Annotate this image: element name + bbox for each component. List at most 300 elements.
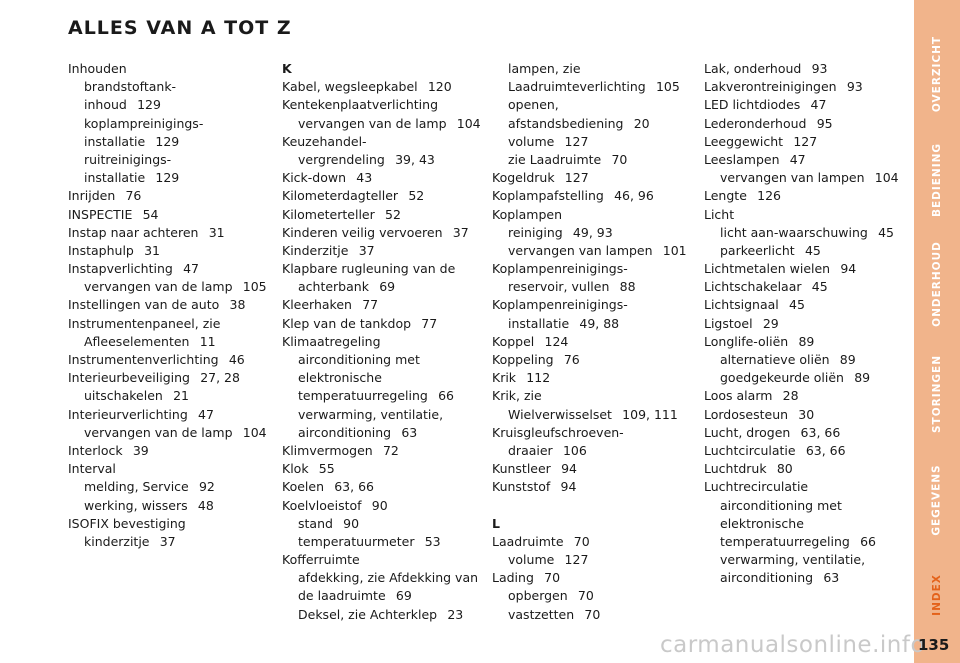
entry-page-ref[interactable]: 88 bbox=[619, 279, 636, 295]
entry-term: installatie bbox=[84, 133, 146, 149]
entry-term: Luchtrecirculatie bbox=[704, 479, 809, 495]
entry-term: Interlock bbox=[68, 442, 123, 458]
index-entry bbox=[704, 351, 899, 369]
index-entry bbox=[492, 569, 687, 587]
entry-term: temperatuurregeling bbox=[720, 533, 850, 549]
index-entry bbox=[282, 333, 481, 351]
entry-page-ref[interactable]: 46 bbox=[228, 352, 245, 367]
index-entry bbox=[704, 569, 899, 587]
entry-term: Koplampenreinigings- bbox=[492, 297, 628, 313]
entry-term: Instapverlichting bbox=[68, 261, 173, 277]
entry-term: Lucht, drogen bbox=[704, 424, 791, 440]
index-entry bbox=[492, 442, 687, 460]
entry-term: Leeslampen bbox=[704, 151, 780, 167]
index-entry bbox=[704, 169, 899, 187]
entry-term: temperatuurmeter bbox=[298, 533, 415, 549]
index-entry bbox=[282, 151, 481, 169]
entry-page-ref[interactable]: 63, 66 bbox=[800, 424, 841, 440]
index-entry bbox=[68, 187, 267, 205]
index-entry bbox=[68, 478, 267, 496]
spacer bbox=[492, 497, 687, 515]
entry-page-ref[interactable]: 49, 88 bbox=[579, 315, 620, 331]
index-entry bbox=[282, 369, 481, 387]
index-entry bbox=[492, 333, 687, 351]
index-entry bbox=[282, 587, 481, 605]
entry-term: achterbank bbox=[298, 279, 369, 295]
index-entry bbox=[492, 478, 687, 496]
entry-page-ref[interactable]: 70 bbox=[577, 588, 594, 604]
index-entry bbox=[282, 224, 481, 242]
index-entry bbox=[704, 442, 899, 460]
entry-page-ref[interactable]: 53 bbox=[424, 533, 441, 549]
tab-label: GEGEVENS bbox=[931, 464, 944, 536]
entry-term: Licht bbox=[704, 206, 735, 222]
index-entry bbox=[704, 96, 899, 114]
index-entry bbox=[68, 151, 267, 169]
index-entry bbox=[704, 497, 899, 515]
entry-page-ref[interactable]: 112 bbox=[526, 370, 551, 386]
entry-term: Koplampenreinigings- bbox=[492, 261, 628, 277]
index-entry bbox=[492, 169, 687, 187]
index-entry bbox=[492, 206, 687, 224]
index-column-3 bbox=[492, 60, 687, 624]
index-entry bbox=[282, 206, 481, 224]
entry-term: Koelen bbox=[282, 479, 324, 495]
index-entry bbox=[704, 333, 899, 351]
tab-gegevens[interactable] bbox=[914, 450, 960, 550]
entry-term: afdekking, zie Afdekking van bbox=[298, 570, 479, 586]
entry-page-ref[interactable]: 21 bbox=[173, 388, 189, 404]
index-entry bbox=[282, 424, 481, 442]
entry-term: volume bbox=[508, 552, 555, 568]
entry-term: uitschakelen bbox=[84, 388, 163, 404]
index-entry bbox=[492, 551, 687, 569]
entry-term: airconditioning met bbox=[720, 497, 842, 513]
index-entry bbox=[704, 369, 899, 387]
index-entry bbox=[68, 115, 267, 133]
entry-term: Wielverwisselset bbox=[508, 406, 612, 422]
index-entry bbox=[68, 333, 267, 351]
entry-term: Instrumentenpaneel, zie bbox=[68, 315, 221, 331]
entry-term: elektronische bbox=[298, 370, 382, 386]
page-title: ALLES VAN A TOT Z bbox=[68, 17, 292, 39]
index-entry bbox=[282, 460, 481, 478]
entry-page-ref[interactable]: 52 bbox=[385, 206, 401, 222]
entry-page-ref[interactable]: 45 bbox=[804, 242, 821, 258]
entry-page-ref[interactable]: 27, 28 bbox=[200, 370, 240, 386]
entry-page-ref[interactable]: 90 bbox=[343, 515, 360, 531]
section-sidebar bbox=[914, 0, 960, 663]
index-entry bbox=[282, 278, 481, 296]
tab-overzicht[interactable] bbox=[914, 18, 960, 130]
entry-term: Kruisgleufschroeven- bbox=[492, 424, 624, 440]
index-entry bbox=[704, 60, 899, 78]
entry-term: Keuzehandel- bbox=[282, 133, 367, 149]
index-entry bbox=[492, 351, 687, 369]
entry-page-ref[interactable]: 127 bbox=[793, 133, 818, 149]
entry-term: Lichtmetalen wielen bbox=[704, 261, 831, 277]
entry-page-ref[interactable]: 23 bbox=[447, 606, 464, 622]
index-entry bbox=[282, 478, 481, 496]
index-entry bbox=[704, 151, 899, 169]
entry-term: Kentekenplaatverlichting bbox=[282, 97, 439, 113]
entry-term: parkeerlicht bbox=[720, 242, 795, 258]
index-entry bbox=[492, 133, 687, 151]
entry-page-ref[interactable]: 63, 66 bbox=[334, 479, 374, 495]
index-entry bbox=[704, 424, 899, 442]
index-entry bbox=[282, 387, 481, 405]
entry-term: Lichtsignaal bbox=[704, 297, 779, 313]
tab-storingen[interactable] bbox=[914, 338, 960, 450]
index-column-4 bbox=[704, 60, 899, 587]
entry-term: Lederonderhoud bbox=[704, 115, 807, 131]
entry-page-ref[interactable]: 54 bbox=[142, 206, 159, 222]
index-entry bbox=[282, 497, 481, 515]
index-entry bbox=[704, 387, 899, 405]
entry-term: Kunststof bbox=[492, 479, 551, 495]
entry-page-ref[interactable]: 37 bbox=[159, 533, 176, 549]
entry-page-ref[interactable]: 89 bbox=[854, 370, 871, 386]
entry-page-ref[interactable]: 94 bbox=[560, 479, 577, 495]
entry-term: vervangen van lampen bbox=[720, 170, 865, 186]
entry-page-ref[interactable]: 38 bbox=[229, 297, 246, 313]
entry-page-ref[interactable]: 104 bbox=[242, 424, 267, 440]
entry-page-ref[interactable]: 31 bbox=[208, 224, 225, 240]
entry-term: openen, bbox=[508, 97, 559, 113]
entry-page-ref[interactable]: 93 bbox=[811, 61, 828, 76]
entry-term: Kick-down bbox=[282, 170, 347, 186]
entry-page-ref[interactable]: 90 bbox=[371, 497, 388, 513]
index-entry bbox=[68, 533, 267, 551]
page-number: 135 bbox=[918, 636, 950, 654]
entry-term: installatie bbox=[84, 170, 146, 186]
index-entry bbox=[492, 387, 687, 405]
index-entry bbox=[704, 296, 899, 314]
entry-term: airconditioning bbox=[720, 570, 814, 586]
entry-page-ref[interactable]: 45 bbox=[811, 279, 828, 295]
index-entry bbox=[704, 242, 899, 260]
watermark: carmanualsonline.info bbox=[660, 632, 926, 658]
entry-page-ref[interactable]: 20 bbox=[633, 115, 650, 131]
entry-page-ref[interactable]: 106 bbox=[562, 442, 587, 458]
entry-term: alternatieve oliën bbox=[720, 352, 830, 367]
index-entry bbox=[704, 260, 899, 278]
entry-term: Lading bbox=[492, 570, 534, 586]
index-entry bbox=[68, 387, 267, 405]
entry-page-ref[interactable]: 109, 111 bbox=[622, 406, 678, 422]
index-entry bbox=[492, 587, 687, 605]
tab-label: INDEX bbox=[931, 574, 943, 616]
entry-term: Inhouden bbox=[68, 61, 127, 76]
entry-page-ref[interactable]: 72 bbox=[382, 442, 399, 458]
index-entry bbox=[68, 351, 267, 369]
entry-term: Kilometerteller bbox=[282, 206, 375, 222]
entry-page-ref[interactable]: 52 bbox=[408, 188, 425, 204]
entry-term: Luchtcirculatie bbox=[704, 442, 796, 458]
entry-term: Instellingen van de auto bbox=[68, 297, 220, 313]
tab-onderhoud[interactable] bbox=[914, 230, 960, 338]
index-letter-heading bbox=[492, 515, 687, 533]
entry-page-ref[interactable]: 93 bbox=[846, 79, 863, 95]
index-entry bbox=[704, 133, 899, 151]
index-entry bbox=[492, 406, 687, 424]
entry-term: inhoud bbox=[84, 97, 127, 113]
index-entry bbox=[282, 133, 481, 151]
entry-term: Interval bbox=[68, 461, 116, 477]
entry-term: Kleerhaken bbox=[282, 297, 352, 313]
entry-page-ref[interactable]: 70 bbox=[573, 533, 590, 549]
entry-page-ref[interactable]: 120 bbox=[427, 79, 452, 95]
entry-term: vervangen van de lamp bbox=[84, 279, 233, 295]
index-entry bbox=[704, 278, 899, 296]
entry-term: brandstoftank- bbox=[84, 79, 177, 95]
index-entry bbox=[492, 187, 687, 205]
index-entry bbox=[492, 315, 687, 333]
entry-page-ref[interactable]: 104 bbox=[456, 115, 481, 131]
index-entry bbox=[492, 606, 687, 624]
entry-page-ref[interactable]: 37 bbox=[452, 224, 469, 240]
entry-term: Kabel, wegsleepkabel bbox=[282, 79, 418, 95]
entry-page-ref[interactable]: 63, 66 bbox=[805, 442, 846, 458]
index-entry bbox=[68, 369, 267, 387]
index-entry bbox=[68, 296, 267, 314]
entry-term: Koppel bbox=[492, 333, 535, 349]
index-entry bbox=[704, 115, 899, 133]
entry-page-ref[interactable]: 127 bbox=[564, 133, 589, 149]
entry-page-ref[interactable]: 49, 93 bbox=[572, 224, 613, 240]
index-entry bbox=[282, 515, 481, 533]
index-entry bbox=[68, 206, 267, 224]
index-entry bbox=[704, 460, 899, 478]
entry-page-ref[interactable]: 66 bbox=[438, 388, 454, 404]
index-entry bbox=[704, 187, 899, 205]
entry-term: Laadruimte bbox=[492, 533, 564, 549]
entry-term: Deksel, zie Achterklep bbox=[298, 606, 438, 622]
entry-page-ref[interactable]: 129 bbox=[155, 133, 180, 149]
entry-term: airconditioning bbox=[298, 424, 392, 440]
entry-term: afstandsbediening bbox=[508, 115, 624, 131]
entry-term: licht aan-waarschuwing bbox=[720, 224, 868, 240]
entry-page-ref[interactable]: 89 bbox=[839, 352, 856, 367]
index-entry bbox=[492, 115, 687, 133]
entry-term: Kofferruimte bbox=[282, 552, 360, 568]
entry-term: K bbox=[282, 61, 292, 76]
entry-term: verwarming, ventilatie, bbox=[298, 406, 444, 422]
entry-term: lampen, zie bbox=[508, 61, 581, 76]
entry-page-ref[interactable]: 76 bbox=[563, 352, 580, 367]
entry-page-ref[interactable]: 124 bbox=[544, 333, 569, 349]
entry-term: Kinderzitje bbox=[282, 242, 349, 258]
entry-page-ref[interactable]: 46, 96 bbox=[614, 188, 654, 204]
entry-page-ref[interactable]: 28 bbox=[782, 388, 799, 404]
entry-term: Kunstleer bbox=[492, 461, 551, 477]
entry-term: elektronische bbox=[720, 515, 804, 531]
index-entry bbox=[282, 187, 481, 205]
entry-term: Kilometerdagteller bbox=[282, 188, 399, 204]
index-entry bbox=[282, 406, 481, 424]
entry-page-ref[interactable]: 55 bbox=[318, 461, 335, 477]
entry-page-ref[interactable]: 126 bbox=[757, 188, 781, 204]
entry-page-ref[interactable]: 47 bbox=[810, 97, 827, 113]
entry-page-ref[interactable]: 105 bbox=[655, 79, 680, 95]
entry-page-ref[interactable]: 47 bbox=[183, 261, 199, 277]
entry-page-ref[interactable]: 70 bbox=[611, 151, 628, 167]
entry-page-ref[interactable]: 70 bbox=[584, 606, 601, 622]
index-entry bbox=[282, 78, 481, 96]
entry-term: Interieurverlichting bbox=[68, 406, 188, 422]
index-entry bbox=[704, 478, 899, 496]
index-entry bbox=[704, 206, 899, 224]
entry-term: LED lichtdiodes bbox=[704, 97, 801, 113]
index-entry bbox=[492, 296, 687, 314]
entry-page-ref[interactable]: 63 bbox=[401, 424, 418, 440]
index-entry bbox=[282, 242, 481, 260]
index-entry bbox=[68, 260, 267, 278]
entry-term: Lak, onderhoud bbox=[704, 61, 802, 76]
entry-page-ref[interactable]: 105 bbox=[242, 279, 267, 295]
entry-term: Longlife-oliën bbox=[704, 333, 789, 349]
index-entry bbox=[492, 533, 687, 551]
entry-page-ref[interactable]: 101 bbox=[662, 242, 687, 258]
entry-term: Instap naar achteren bbox=[68, 224, 199, 240]
index-entry bbox=[68, 169, 267, 187]
entry-term: Kogeldruk bbox=[492, 170, 555, 186]
entry-page-ref[interactable]: 45 bbox=[789, 297, 805, 313]
entry-term: de laadruimte bbox=[298, 588, 386, 604]
entry-term: L bbox=[492, 515, 500, 531]
index-entry bbox=[282, 296, 481, 314]
index-entry bbox=[68, 406, 267, 424]
entry-page-ref[interactable]: 94 bbox=[840, 261, 857, 277]
tab-bediening[interactable] bbox=[914, 130, 960, 230]
index-entry bbox=[704, 78, 899, 96]
entry-page-ref[interactable]: 70 bbox=[544, 570, 561, 586]
entry-page-ref[interactable]: 76 bbox=[125, 188, 142, 204]
entry-page-ref[interactable]: 77 bbox=[362, 297, 379, 313]
entry-term: werking, wissers bbox=[84, 497, 188, 513]
index-entry bbox=[282, 115, 481, 133]
entry-page-ref[interactable]: 47 bbox=[789, 151, 806, 167]
entry-page-ref[interactable]: 129 bbox=[137, 97, 161, 113]
entry-term: Klapbare rugleuning van de bbox=[282, 261, 456, 277]
entry-term: Koplampen bbox=[492, 206, 563, 222]
entry-page-ref[interactable]: 30 bbox=[798, 406, 815, 422]
entry-term: reiniging bbox=[508, 224, 563, 240]
index-entry bbox=[68, 424, 267, 442]
entry-page-ref[interactable]: 89 bbox=[798, 333, 815, 349]
entry-page-ref[interactable]: 29 bbox=[762, 315, 779, 331]
entry-term: temperatuurregeling bbox=[298, 388, 428, 404]
entry-term: Klep van de tankdop bbox=[282, 315, 412, 331]
entry-page-ref[interactable]: 127 bbox=[564, 552, 589, 568]
index-entry bbox=[704, 224, 899, 242]
index-entry bbox=[282, 169, 481, 187]
entry-term: Instaphulp bbox=[68, 242, 134, 258]
entry-page-ref[interactable]: 69 bbox=[379, 279, 396, 295]
entry-page-ref[interactable]: 95 bbox=[816, 115, 833, 131]
entry-term: reservoir, vullen bbox=[508, 279, 610, 295]
entry-term: ruitreinigings- bbox=[84, 151, 172, 167]
entry-page-ref[interactable]: 69 bbox=[395, 588, 412, 604]
index-entry bbox=[492, 224, 687, 242]
index-entry bbox=[492, 151, 687, 169]
index-entry bbox=[704, 315, 899, 333]
entry-term: Lichtschakelaar bbox=[704, 279, 802, 295]
entry-term: vastzetten bbox=[508, 606, 575, 622]
entry-page-ref[interactable]: 47 bbox=[198, 406, 214, 422]
entry-term: vervangen van lampen bbox=[508, 242, 653, 258]
entry-term: stand bbox=[298, 515, 333, 531]
entry-page-ref[interactable]: 129 bbox=[155, 170, 180, 186]
index-entry bbox=[704, 551, 899, 569]
index-entry bbox=[68, 315, 267, 333]
entry-page-ref[interactable]: 39, 43 bbox=[395, 151, 435, 167]
entry-term: INSPECTIE bbox=[68, 206, 133, 222]
index-entry bbox=[282, 315, 481, 333]
index-letter-heading bbox=[282, 60, 481, 78]
index-entry bbox=[282, 442, 481, 460]
index-column-1 bbox=[68, 60, 267, 551]
entry-page-ref[interactable]: 94 bbox=[561, 461, 577, 477]
tab-label: BEDIENING bbox=[931, 142, 944, 218]
index-entry bbox=[492, 96, 687, 114]
entry-page-ref[interactable]: 11 bbox=[199, 333, 216, 349]
entry-page-ref[interactable]: 127 bbox=[564, 170, 589, 186]
index-entry bbox=[492, 60, 687, 78]
entry-term: Krik bbox=[492, 370, 517, 386]
entry-page-ref[interactable]: 104 bbox=[874, 170, 899, 186]
entry-page-ref[interactable]: 80 bbox=[776, 461, 793, 477]
entry-term: Lakverontreinigingen bbox=[704, 79, 837, 95]
entry-term: draaier bbox=[508, 442, 553, 458]
entry-page-ref[interactable]: 39 bbox=[132, 442, 149, 458]
entry-page-ref[interactable]: 45 bbox=[878, 224, 894, 240]
entry-page-ref[interactable]: 63 bbox=[823, 570, 840, 586]
index-entry bbox=[282, 569, 481, 587]
index-entry bbox=[704, 515, 899, 533]
entry-term: Lordosesteun bbox=[704, 406, 789, 422]
index-entry bbox=[492, 424, 687, 442]
entry-term: Koplampafstelling bbox=[492, 188, 604, 204]
entry-term: Klok bbox=[282, 461, 309, 477]
entry-page-ref[interactable]: 43 bbox=[356, 170, 373, 186]
entry-term: melding, Service bbox=[84, 479, 189, 495]
index-entry bbox=[492, 460, 687, 478]
index-entry bbox=[704, 406, 899, 424]
index-entry bbox=[492, 278, 687, 296]
index-entry bbox=[492, 242, 687, 260]
entry-page-ref[interactable]: 37 bbox=[358, 242, 375, 258]
entry-page-ref[interactable]: 66 bbox=[860, 533, 876, 549]
entry-page-ref[interactable]: 92 bbox=[198, 479, 215, 495]
index-column-2 bbox=[282, 60, 481, 624]
entry-term: Interieurbeveiliging bbox=[68, 370, 190, 386]
entry-page-ref[interactable]: 48 bbox=[197, 497, 214, 513]
entry-page-ref[interactable]: 77 bbox=[421, 315, 438, 331]
entry-page-ref[interactable]: 31 bbox=[144, 242, 161, 258]
entry-term: opbergen bbox=[508, 588, 568, 604]
entry-term: Klimaatregeling bbox=[282, 333, 381, 349]
entry-term: Laadruimteverlichting bbox=[508, 79, 646, 95]
entry-term: Inrijden bbox=[68, 188, 116, 204]
index-entry bbox=[68, 278, 267, 296]
entry-term: Leeggewicht bbox=[704, 133, 784, 149]
tab-index[interactable] bbox=[914, 560, 960, 630]
index-entry bbox=[68, 133, 267, 151]
entry-term: Koelvloeistof bbox=[282, 497, 362, 513]
entry-term: installatie bbox=[508, 315, 570, 331]
entry-term: Luchtdruk bbox=[704, 461, 767, 477]
